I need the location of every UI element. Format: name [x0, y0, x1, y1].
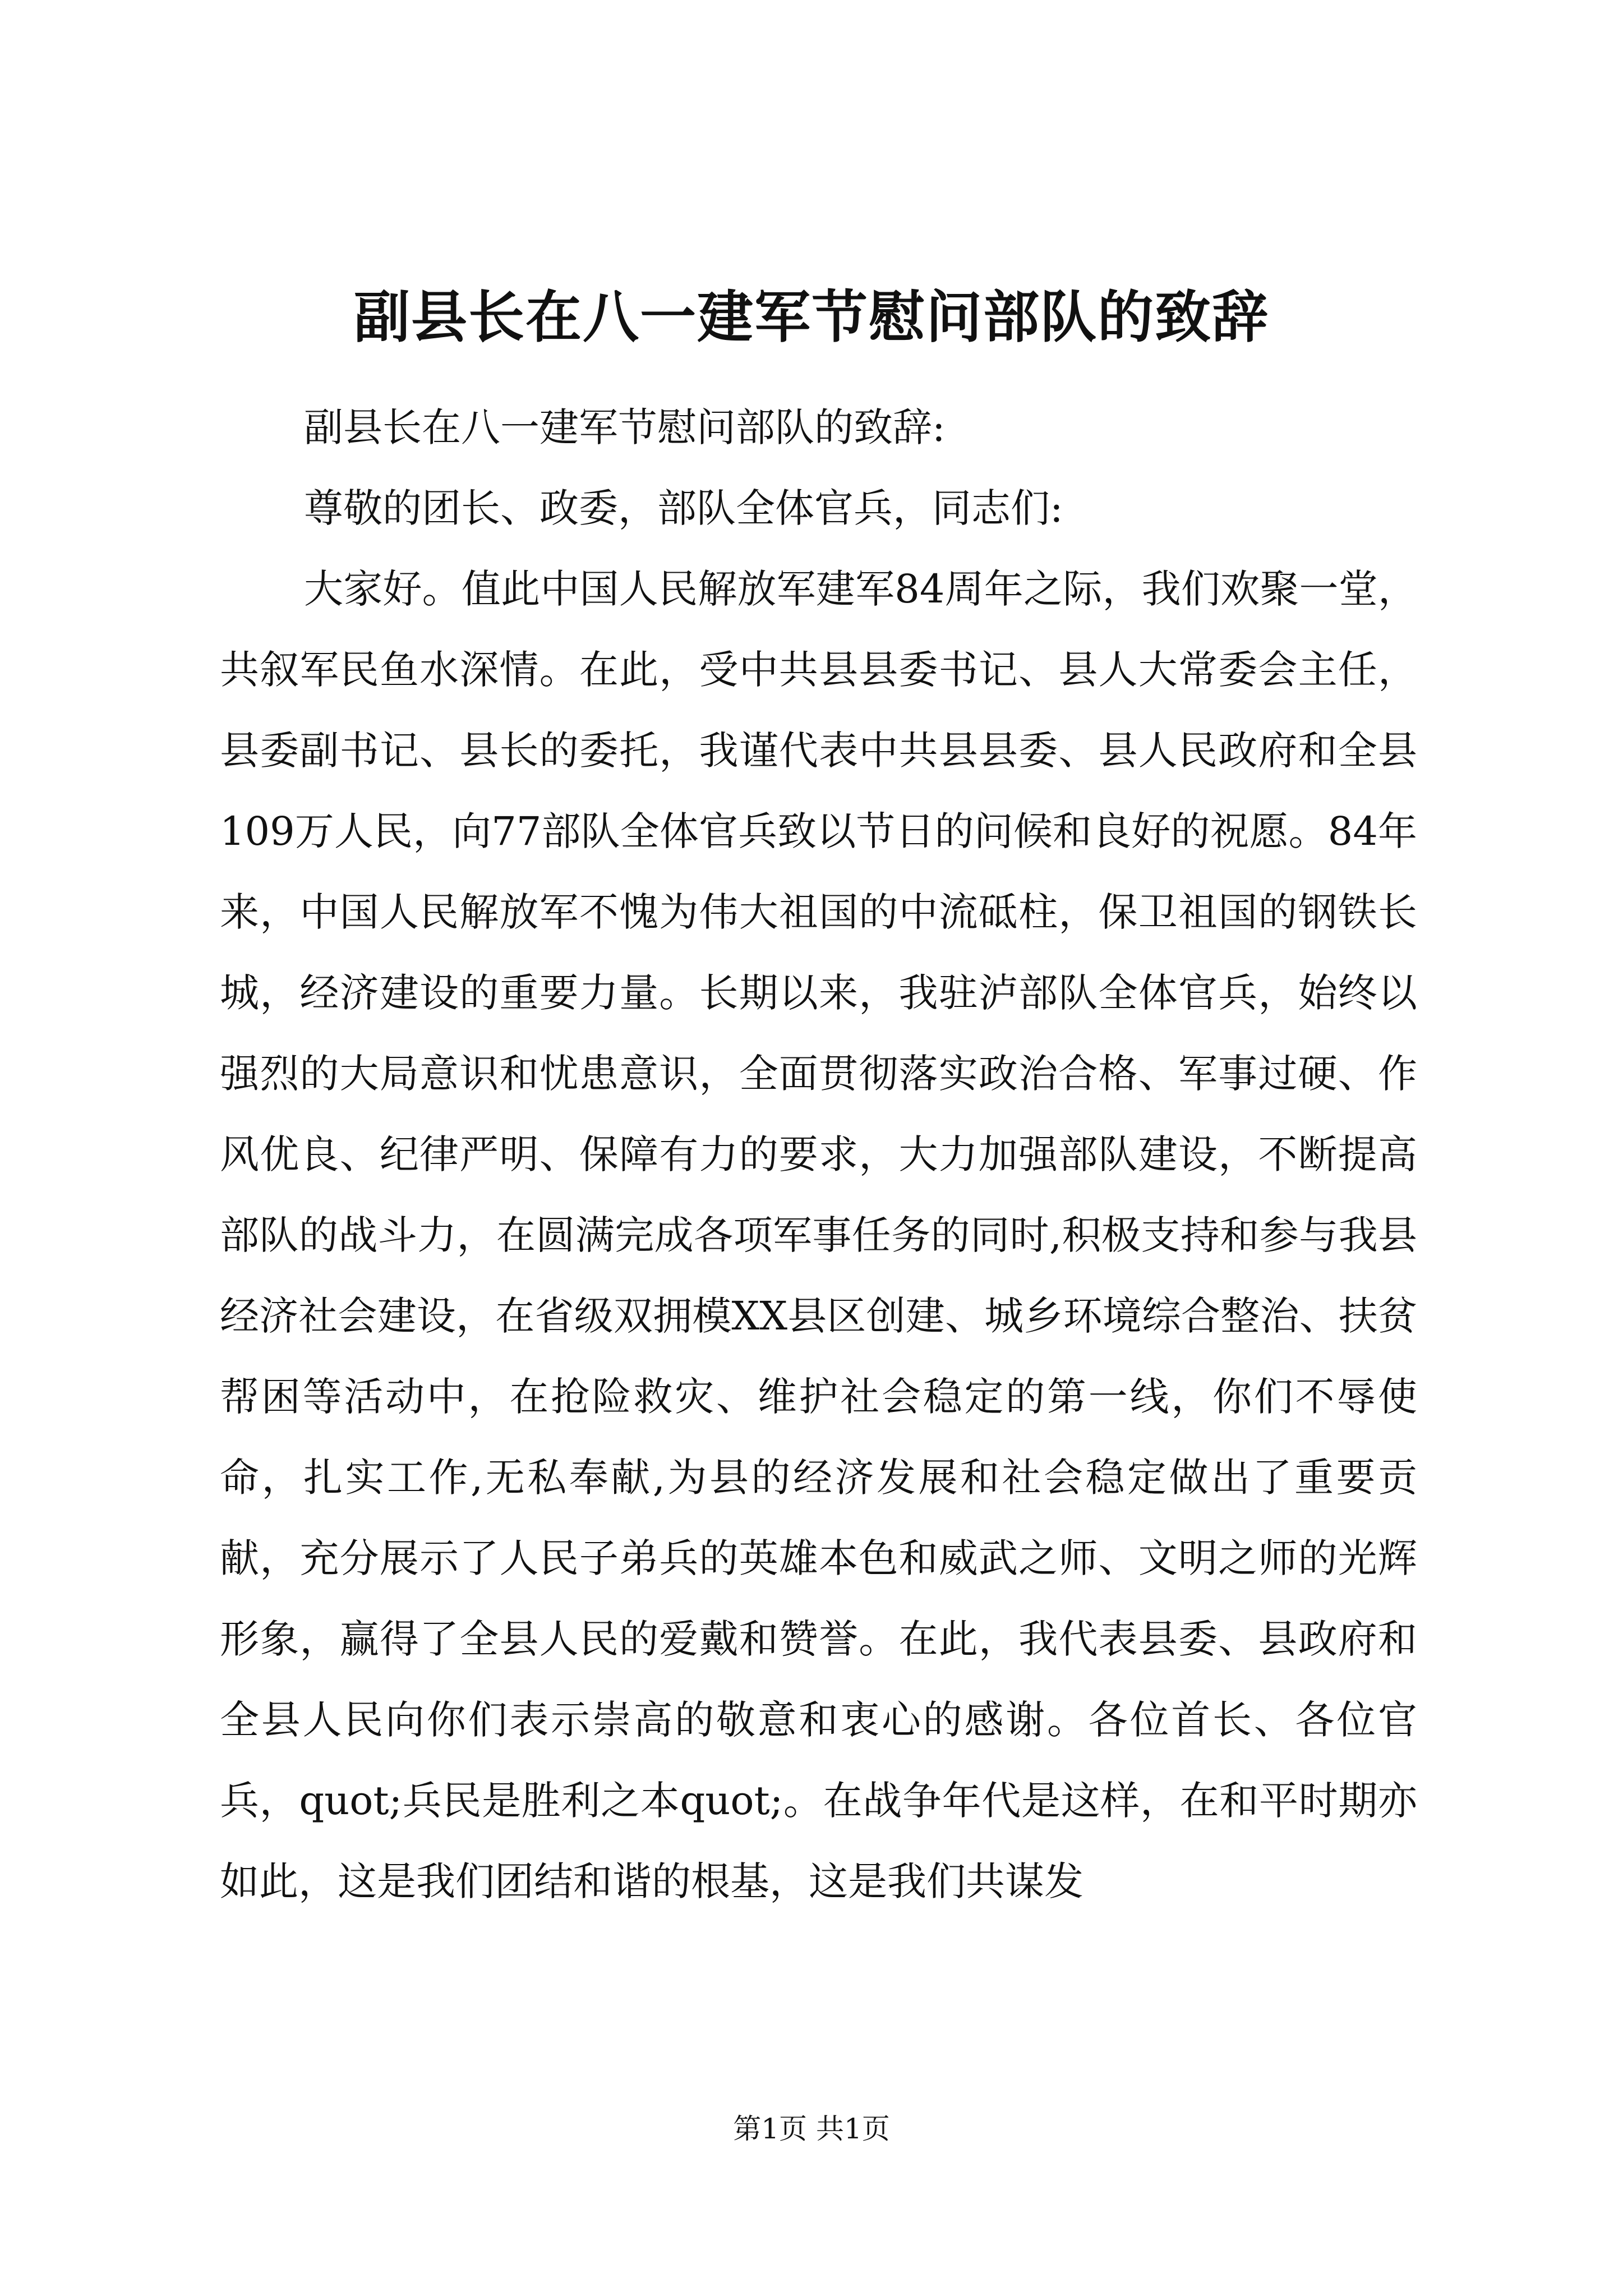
document-title: 副县长在八一建军节慰问部队的致辞 — [354, 284, 1269, 350]
paragraph-main: 大家好。值此中国人民解放军建军84周年之际，我们欢聚一堂，共叙军民鱼水深情。在此，受中共县县委书记、县人大常委会主任，县委副书记、县长的委托，我谨代表中共县县委、县人民政府和全县109万人民，向77部队全体官兵致以节日的问候和良好的祝愿。84年来，中国人民解放军不愧为伟大祖国的中流砥柱，保卫祖国的钢铁长城，经济建设的重要力量。长期以来，我驻泸部队全体官兵，始终以强烈的大局意识和忧患意识，全面贯彻落实政治合格、军事过硬、作风优良、纪律严明、保障有力的要求，大力加强部队建设，不断提高部队的战斗力，在圆满完成各项军事任务的同时,积极支持和参与我县经济社会建设，在省级双拥模XX县区创建、城乡环境综合整治、扶贫帮困等活动中，在抢险救灾、维护社会稳定的第一线，你们不辱使命，扎实工作,无私奉献,为县的经济发展和社会稳定做出了重要贡献，充分展示了人民子弟兵的英雄本色和威武之师、文明之师的光辉形象，赢得了全县人民的爱戴和赞誉。在此，我代表县委、县政府和全县人民向你们表示崇高的敬意和衷心的感谢。各位首长、各位官兵，quot;兵民是胜利之本quot;。在战争年代是这样，在和平时期亦如此，这是我们团结和谐的根基，这是我们共谋发 — [220, 566, 1417, 1904]
paragraph-salutation: 尊敬的团长、政委，部队全体官兵，同志们: — [304, 485, 1063, 531]
paragraph-heading: 副县长在八一建军节慰问部队的致辞: — [304, 404, 946, 450]
page-footer: 第1页 共1页 — [733, 2113, 890, 2145]
document-body — [220, 387, 1417, 1922]
